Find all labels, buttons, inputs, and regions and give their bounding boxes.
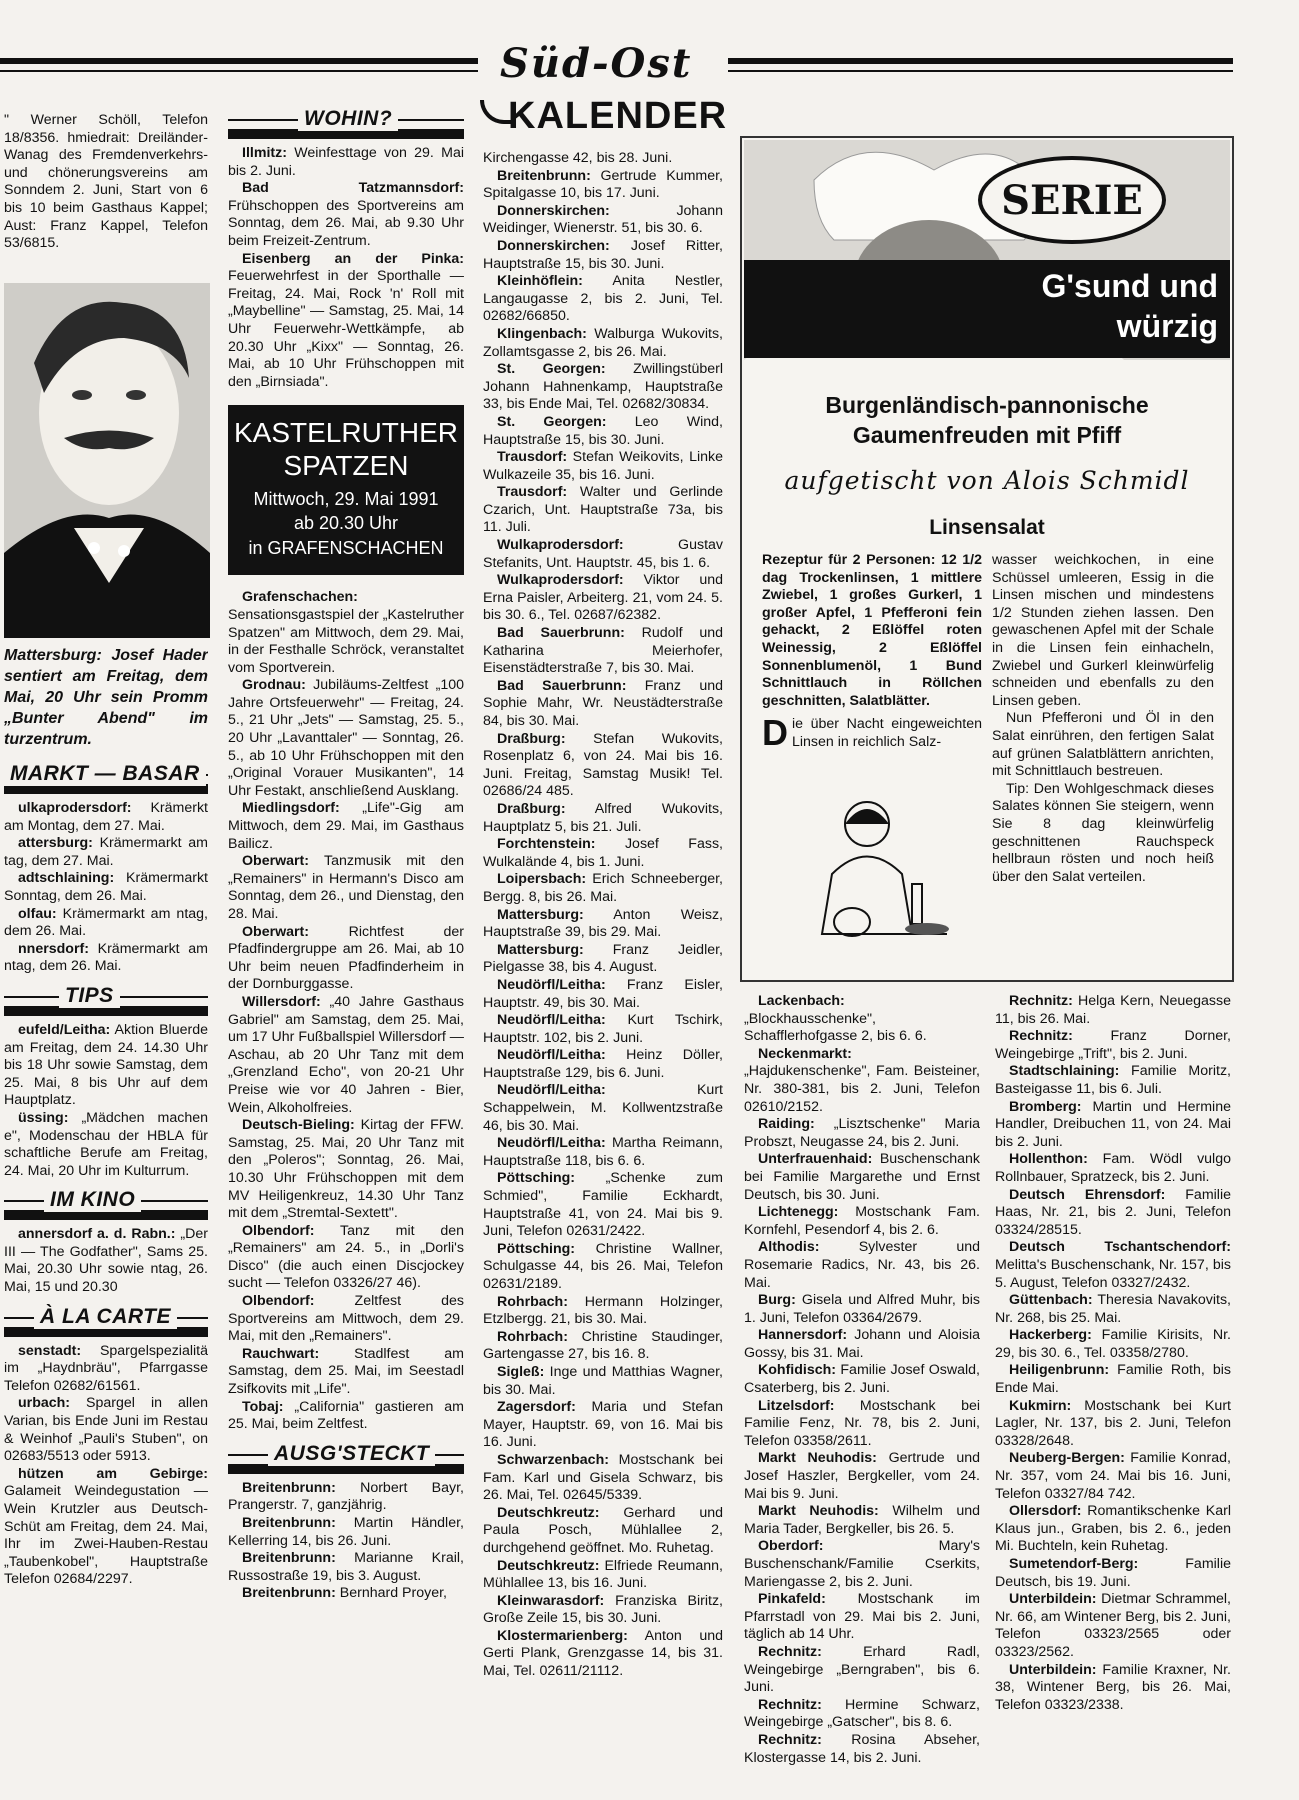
list-item: Rechnitz: Helga Kern, Neuegasse 11, bis 26. Mai. bbox=[995, 993, 1231, 1027]
list-item: Klingenbach: Walburga Wukovits, Zollamtsgasse 2, bis 26. Mai. bbox=[483, 325, 723, 360]
list-item: Kohfidisch: Familie Josef Oswald, Csaterberg, bis 2. Juni. bbox=[744, 1362, 980, 1397]
list-item: Deutschkreutz: Elfriede Reumann, Mühlallee 13, bis 16. Juni. bbox=[483, 1557, 723, 1592]
list-item: Neudörfl/Leitha: Heinz Döller, Hauptstraße 129, bis 6. Juni. bbox=[483, 1047, 723, 1081]
list-item: urbach: Spargel in allen Varian, bis Ende Juni im Restau & Weinhof „Pauli's Stuben", on 02683/5513 oder 5913. bbox=[4, 1395, 208, 1465]
top-rule-right bbox=[728, 58, 1233, 64]
list-item: Draßburg: Stefan Wukovits, Rosenplatz 6, von 24. Mai bis 16. Juni. Freitag, Samstag Musik! Tel. 02686/24 485. bbox=[483, 730, 723, 800]
column-3 bbox=[483, 150, 723, 1800]
column-5 bbox=[995, 993, 1231, 1800]
list-item: Klostermarienberg: Anton und Gerti Plank, Grenzgasse 14, bis 31. Mai, Tel. 02611/21112. bbox=[483, 1627, 723, 1680]
list-item: Hackerberg: Familie Kirisits, Nr. 29, bis 30. 6., Tel. 03358/2780. bbox=[995, 1327, 1231, 1361]
ad-line-2: SPATZEN bbox=[283, 450, 409, 482]
list-item: Lichtenegg: Mostschank Fam. Kornfehl, Pesendorf 4, bis 2. 6. bbox=[744, 1204, 980, 1238]
list-item: nnersdorf: Krämermarkt am ntag, dem 26. Mai. bbox=[4, 940, 208, 975]
column-2 bbox=[228, 105, 464, 1800]
top-rule-right-thin bbox=[728, 70, 1233, 72]
list-item: Miedlingsdorf: „Life"-Gig am Mittwoch, dem 29. Mai, im Gasthaus Bailicz. bbox=[228, 800, 464, 852]
list-item: Oberwart: Tanzmusik mit den „Remainers" in Hermann's Disco am Sonntag, dem 26., und Dienstag, den 28. Mai. bbox=[228, 853, 464, 922]
list-item: adtschlaining: Krämermarkt Sonntag, dem 26. Mai. bbox=[4, 870, 208, 904]
masthead-title-bottom: KALENDER bbox=[508, 95, 728, 137]
list-item: Bad Tatzmannsdorf: Frühschoppen des Sportvereins am Sonntag, dem 26. Mai, ab 9.30 Uhr beim Freizeit-Zentrum. bbox=[228, 180, 464, 249]
serie-recipe-box bbox=[740, 136, 1234, 982]
list-item: Rauchwart: Stadlfest am Samstag, dem 25. Mai, im Seestadl Zsifkovits mit „Life". bbox=[228, 1345, 464, 1398]
list-item: Olbendorf: Tanz mit den „Remainers" am 24. 5., in „Dorli's Disco" (die auch einen Discjockey sucht — Telefon 03326/27 46). bbox=[228, 1222, 464, 1292]
ad-line-3: Mittwoch, 29. Mai 1991 bbox=[253, 489, 439, 510]
list-item: olfau: Krämermarkt am ntag, dem 26. Mai. bbox=[4, 905, 208, 940]
top-rule-left bbox=[0, 58, 478, 64]
section-a-la-carte bbox=[4, 1303, 208, 1333]
concert-advertisement bbox=[228, 405, 464, 575]
ad-line-5: in GRAFENSCHACHEN bbox=[248, 538, 444, 559]
portrait-photo bbox=[4, 283, 210, 638]
list-item: Donnerskirchen: Josef Ritter, Hauptstraße 15, bis 30. Juni. bbox=[483, 237, 723, 272]
recipe-ingredients: Rezeptur für 2 Personen: 12 1/2 dag Trockenlinsen, 1 mittlere Zwiebel, 1 großes Gurkerl, 1 großer Apfel, 1 Pfefferoni fein gehackt, 2 Eßlöffel roten Weinessig, 2 Eßlöffel Sonnenblumenöl, 1 Bund Schnittlauch in Röllchen geschnitten, Salatblätter. bbox=[762, 552, 982, 709]
list-item: Breitenbrunn: Martin Händler, Kellerring 14, bis 26. Juni. bbox=[228, 1515, 464, 1549]
list-item: Loipersbach: Erich Schneeberger, Bergg. 8, bis 26. Mai. bbox=[483, 871, 723, 905]
list-item: Rechnitz: Rosina Abseher, Klostergasse 14, bis 2. Juni. bbox=[744, 1731, 980, 1766]
list-item: Deutschkreutz: Gerhard und Paula Posch, Mühlallee 2, durchgehend geöffnet. Mo. Ruhetag. bbox=[483, 1504, 723, 1556]
ad-line-1: KASTELRUTHER bbox=[233, 417, 459, 449]
list-item: Breitenbrunn: Norbert Bayr, Prangerstr. 7, ganzjährig. bbox=[228, 1479, 464, 1514]
list-item: eufeld/Leitha: Aktion Bluerde am Freitag, dem 24. 14.30 Uhr bis 18 Uhr sowie Samstag, dem 25. Mai, 8 bis Uhr auf dem Hauptplatz. bbox=[4, 1021, 208, 1109]
cook-drawing bbox=[762, 784, 972, 954]
list-item: Unterfrauenhaid: Buschenschank bei Familie Margarethe und Ernst Deutsch, bis 30. Juni. bbox=[744, 1151, 980, 1203]
list-item: St. Georgen: Zwillingstüberl Johann Hahnenkamp, Hauptstraße 33, bis Ende Mai, Tel. 02682/30834. bbox=[483, 361, 723, 413]
list-item: Forchtenstein: Josef Fass, Wulkalände 4, bis 1. Juni. bbox=[483, 836, 723, 870]
list-item: senstadt: Spargelspezialitä im „Haydnbräu", Pfarrgasse Telefon 02682/61561. bbox=[4, 1342, 208, 1394]
list-item: Breitenbrunn: Marianne Krail, Russostraße 19, bis 3. August. bbox=[228, 1550, 464, 1584]
list-item: Rechnitz: Erhard Radl, Weingebirge „Berngraben", bis 6. Juni. bbox=[744, 1643, 980, 1696]
list-item: Olbendorf: Zeltfest des Sportvereins am Mittwoch, dem 29. Mai, mit den „Remainers". bbox=[228, 1293, 464, 1345]
list-item: Sigleß: Inge und Matthias Wagner, bis 30. Mai. bbox=[483, 1363, 723, 1398]
recipe-left-column bbox=[762, 552, 982, 972]
list-item: Unterbildein: Dietmar Schrammel, Nr. 66, am Wintener Berg, bis 2. Juni, Telefon 03323/2565 oder 03323/2562. bbox=[995, 1591, 1231, 1660]
section-title-ausgsteckt: AUSG'STECKT bbox=[268, 1442, 435, 1466]
list-item: Trausdorf: Stefan Weikovits, Linke Wulkazeile 35, bis 16. Juni. bbox=[483, 449, 723, 483]
section-title-kino: IM KINO bbox=[44, 1188, 141, 1212]
column-1-lower bbox=[4, 645, 208, 1800]
list-item: Wulkaprodersdorf: Viktor und Erna Paisler, Arbeiterg. 21, vom 24. 5. bis 30. 6., Tel. 02687/62382. bbox=[483, 572, 723, 624]
list-item: Raiding: „Lisztschenke" Maria Probszt, Neugasse 24, bis 2. Juni. bbox=[744, 1116, 980, 1150]
recipe-title: Linsensalat bbox=[929, 516, 1045, 539]
list-item: Neudörfl/Leitha: Kurt Schappelwein, M. Kollwentzstraße 46, bis 30. Mai. bbox=[483, 1082, 723, 1134]
list-item: Zagersdorf: Maria und Stefan Mayer, Hauptstr. 69, von 16. Mai bis 16. Juni. bbox=[483, 1399, 723, 1451]
list-item: ulkaprodersdorf: Krämerkt am Montag, dem 27. Mai. bbox=[4, 800, 208, 834]
section-title-wohin: WOHIN? bbox=[298, 107, 398, 131]
list-item: Rechnitz: Hermine Schwarz, Weingebirge „Gatscher", bis 8. 6. bbox=[744, 1696, 980, 1731]
list-item: Grodnau: Jubiläums-Zeltfest „100 Jahre Ortsfeuerwehr" — Freitag, 24. 5., 21 Uhr „Jets" — Samstag, 25. 5., 20 Uhr „Lavanttaler" — Sonntag, 26. 5., ab 10 Uhr Frühschoppen mit den „Original Vorauer Musikanten", 14 Uhr Festakt, anschließend Ausklang. bbox=[228, 677, 464, 799]
list-item: Bad Sauerbrunn: Rudolf und Katharina Meierhofer, Eisenstädterstraße 7, bis 30. Mai. bbox=[483, 625, 723, 677]
section-kino bbox=[4, 1186, 208, 1216]
list-item: Oberwart: Richtfest der Pfadfindergruppe am 26. Mai, ab 10 Uhr beim neuen Pfadfinderheim in der Dornburggasse. bbox=[228, 923, 464, 993]
list-item: Deutsch Ehrensdorf: Familie Haas, Nr. 21, bis 2. Juni, Telefon 03324/28515. bbox=[995, 1186, 1231, 1238]
list-item: Lackenbach: „Blockhausschenke", Schafflerhofgasse 2, bis 6. 6. bbox=[744, 993, 927, 1045]
serie-badge-text: SERIE bbox=[1001, 176, 1143, 224]
list-item: Trausdorf: Walter und Gerlinde Czarich, Unt. Hauptstraße 73a, bis 11. Juli. bbox=[483, 484, 723, 536]
photo-caption: Mattersburg: Josef Hader sentiert am Freitag, dem Mai, 20 Uhr sein Promm „Bunter Abend" im turzentrum. bbox=[4, 647, 208, 748]
list-item: Breitenbrunn: Bernhard Proyer, bbox=[242, 1585, 447, 1602]
list-item: Neudörfl/Leitha: Franz Eisler, Hauptstr. 49, bis 30. Mai. bbox=[483, 976, 723, 1011]
list-item: attersburg: Krämermarkt am tag, dem 27. Mai. bbox=[4, 835, 208, 869]
list-item: Illmitz: Weinfesttage von 29. Mai bis 2. Juni. bbox=[228, 145, 464, 179]
list-item: Neuberg-Bergen: Familie Konrad, Nr. 357, vom 24. Mai bis 16. Juni, Telefon 03327/84 742. bbox=[995, 1450, 1231, 1502]
list-item: Hannersdorf: Johann und Aloisia Gossy, bis 31. Mai. bbox=[744, 1327, 980, 1361]
list-item: Kirchengasse 42, bis 28. Juni. bbox=[483, 150, 673, 166]
dropcap: D bbox=[762, 712, 788, 754]
list-item: Burg: Gisela und Alfred Muhr, bis 1. Juni, Telefon 03364/2679. bbox=[744, 1292, 980, 1326]
list-item: Wulkaprodersdorf: Gustav Stefanits, Unt. Hauptstr. 45, bis 1. 6. bbox=[483, 537, 723, 571]
list-item: Pöttsching: „Schenke zum Schmied", Familie Eckhardt, Hauptstraße 41, von 24. Mai bis 9. Juni, Telefon 02631/2422. bbox=[483, 1170, 723, 1240]
portrait-illustration bbox=[4, 283, 210, 638]
list-item: Breitenbrunn: Gertrude Kummer, Spitalgasse 10, bis 17. Juni. bbox=[483, 167, 723, 202]
list-item: Rechnitz: Franz Dorner, Weingebirge „Trift", bis 2. Juni. bbox=[995, 1028, 1231, 1062]
list-item: Deutsch Tschantschendorf: Melitta's Buschenschank, Nr. 157, bis 5. August, Telefon 03327/2432. bbox=[995, 1239, 1231, 1291]
section-ausgsteckt bbox=[228, 1440, 464, 1470]
list-item: annersdorf a. d. Rabn.: „Der III — The Godfather", Sams 25. Mai, 20.30 Uhr sowie ntag, 26. Mai, 15 und 20.30 bbox=[4, 1226, 208, 1296]
list-item: Neckenmarkt: „Hajdukenschenke", Fam. Beisteiner, Nr. 380-381, bis 2. Juni, Telefon 02610/2152. bbox=[744, 1045, 980, 1115]
list-item: Kleinhöflein: Anita Nestler, Langaugasse 2, bis 2. Juni, Tel. 02682/66850. bbox=[483, 273, 723, 325]
recipe-byline: aufgetischt von Alois Schmidl bbox=[784, 466, 1190, 495]
section-tips bbox=[4, 982, 208, 1012]
section-title-carte: À LA CARTE bbox=[34, 1305, 177, 1329]
section-title-tips: TIPS bbox=[59, 984, 120, 1008]
list-item: hützen am Gebirge: Galameit Weindegustation — Wein Krutzler aus Deutsch-Schüt am Freitag, dem 24. Mai, Ihr im Zwei-Hauben-Restau „Taubenkobel", Hauptstraße Telefon 02684/2297. bbox=[4, 1465, 208, 1588]
list-item: Unterbildein: Familie Kraxner, Nr. 38, Wintener Berg, bis 26. Mai, Telefon 03323/2338. bbox=[995, 1661, 1231, 1713]
list-item: Deutsch-Bieling: Kirtag der FFW. Samstag, 25. Mai, 20 Uhr Tanz mit den „Poleros"; Sonntag, 26. Mai, 10.30 Uhr Frühschoppen mit dem MV Heiligenkreuz, 14.30 Uhr Tanz mit dem „Stremtal-Sextett". bbox=[228, 1117, 464, 1222]
list-item: Hollenthon: Fam. Wödl vulgo Rollnbauer, Spratzeck, bis 2. Juni. bbox=[995, 1151, 1231, 1185]
section-markt-basar bbox=[4, 760, 208, 790]
list-item: Tobaj: „California" gastieren am 25. Mai, beim Zeltfest. bbox=[228, 1398, 464, 1433]
list-item: Heiligenbrunn: Familie Roth, bis Ende Mai. bbox=[995, 1362, 1231, 1397]
list-item: Bad Sauerbrunn: Franz und Sophie Mahr, Wr. Neustädterstraße 84, bis 30. Mai. bbox=[483, 677, 723, 729]
list-item: Litzelsdorf: Mostschank bei Familie Fenz, Nr. 78, bis 2. Juni, Telefon 03358/2611. bbox=[744, 1397, 980, 1449]
col1-intro: " Werner Schöll, Telefon 18/8356. hmiedrait: Dreiländer-Wanag des Fremdenverkehrs- und chönerungsvereins am Sonndem 2. Juni, Start von 6 bis 10 beim Gasthaus Kappel; Aust: Franz Kappel, Telefon 53/6815. bbox=[4, 112, 208, 252]
list-item: Mattersburg: Franz Jeidler, Pielgasse 38, bis 4. August. bbox=[483, 941, 723, 976]
list-item: Bromberg: Martin und Hermine Handler, Dreibuchen 11, von 24. Mai bis 2. Juni. bbox=[995, 1098, 1231, 1150]
list-item: Grafenschachen: Sensationsgastspiel der „Kastelruther Spatzen" am Mittwoch, dem 29. Mai, in der Festhalle Schröck, veranstaltet vom Sportverein. bbox=[228, 589, 464, 676]
list-item: Markt Neuhodis: Gertrude und Josef Haszler, Bergkeller, vom 24. Mai bis 9. Juni. bbox=[744, 1450, 980, 1502]
serie-tagline: G'sund und würzig bbox=[1041, 268, 1218, 344]
list-item: Neudörfl/Leitha: Martha Reimann, Hauptstraße 118, bis 6. 6. bbox=[483, 1135, 723, 1169]
list-item: Markt Neuhodis: Wilhelm und Maria Tader, Bergkeller, bis 26. 5. bbox=[744, 1503, 980, 1537]
recipe-right-column: wasser weichkochen, in eine Schüssel umleeren, Essig in die Linsen mischen und mindestens 1/2 Stunden ziehen lassen. Den gewaschenen Apfel mit der Schale in die Linsen fein einhacheln, Zwiebel und Gurkerl kleinwürfelig schneiden und ebenfalls zu den Linsen geben. Nun Pfefferoni und Öl in den Salat einrühren, den fertigen Salat auf grünen Salatblättern anrichten, mit Schnittlauch bestreuen. Tip: Den Wohlgeschmack dieses Salates können Sie steigern, wenn Sie 8 dag kleinwürfelig geschnittenen Rauchspeck hellbraun rösten und noch heiß über den Salat verteilen. bbox=[992, 552, 1214, 885]
list-item: Draßburg: Alfred Wukovits, Hauptplatz 5, bis 21. Juli. bbox=[483, 800, 723, 835]
list-item: Rohrbach: Hermann Holzinger, Etzlbergg. 21, bis 30. Mai. bbox=[483, 1293, 723, 1328]
section-title-markt: MARKT — BASAR bbox=[4, 762, 206, 786]
list-item: Güttenbach: Theresia Navakovits, Nr. 268, bis 25. Mai. bbox=[995, 1292, 1231, 1326]
list-item: Donnerskirchen: Johann Weidinger, Wienerstr. 51, bis 30. 6. bbox=[483, 202, 723, 237]
ad-line-4: ab 20.30 Uhr bbox=[293, 513, 399, 534]
list-item: Sumetendorf-Berg: Familie Deutsch, bis 19. Juni. bbox=[995, 1556, 1231, 1590]
serie-badge bbox=[978, 156, 1166, 244]
list-item: Kukmirn: Mostschank bei Kurt Lagler, Nr. 137, bis 2. Juni, Telefon 03328/2648. bbox=[995, 1397, 1231, 1449]
list-item: Neudörfl/Leitha: Kurt Tschirk, Hauptstr. 102, bis 2. Juni. bbox=[483, 1012, 723, 1046]
list-item: Oberdorf: Mary's Buschenschank/Familie Cserkits, Mariengasse 2, bis 2. Juni. bbox=[744, 1538, 980, 1590]
list-item: Ollersdorf: Romantikschenke Karl Klaus jun., Graben, bis 2. 6., jeden Mi. Buchteln, kein Ruhetag. bbox=[995, 1503, 1231, 1555]
top-rule-left-thin bbox=[0, 70, 478, 72]
column-4 bbox=[744, 993, 980, 1800]
list-item: Pöttsching: Christine Wallner, Schulgasse 44, bis 26. Mai, Telefon 02631/2189. bbox=[483, 1240, 723, 1292]
list-item: Schwarzenbach: Mostschank bei Fam. Karl und Gisela Schwarz, bis 26. Mai, Tel. 02645/5339. bbox=[483, 1451, 723, 1504]
list-item: Rohrbach: Christine Staudinger, Gartengasse 27, bis 16. 8. bbox=[483, 1328, 723, 1363]
masthead-title-top: Süd-Ost bbox=[500, 40, 693, 87]
list-item: Mattersburg: Anton Weisz, Hauptstraße 39, bis 29. Mai. bbox=[483, 906, 723, 941]
list-item: üssing: „Mädchen machen e", Modenschau der HBLA für schaftliche Berufe am Freitag, 24. Mai, 20 Uhr im Kulturrum. bbox=[4, 1109, 208, 1179]
list-item: St. Georgen: Leo Wind, Hauptstraße 15, bis 30. Juni. bbox=[483, 413, 723, 448]
recipe-headline: Burgenländisch-pannonische Gaumenfreuden mit Pfiff bbox=[825, 392, 1149, 448]
list-item: Althodis: Sylvester und Rosemarie Radics, Nr. 43, bis 26. Mai. bbox=[744, 1239, 980, 1291]
list-item: Pinkafeld: Mostschank im Pfarrstadl von 29. Mai bis 2. Juni, täglich ab 14 Uhr. bbox=[744, 1591, 980, 1643]
recipe-method-start: D ie über Nacht eingeweichten Linsen in reichlich Salz- bbox=[762, 712, 982, 754]
list-item: Eisenberg an der Pinka: Feuerwehrfest in der Sporthalle — Freitag, 24. Mai, Rock 'n' Roll mit „Maybelline" — Samstag, 25. Mai, 14 Uhr Feuerwehr-Wettkämpfe, ab 20.30 Uhr „Kixx" — Sonntag, 26. Mai, ab 10 Uhr Frühschoppen mit den „Birnsiada". bbox=[228, 250, 464, 390]
list-item: Kleinwarasdorf: Franziska Biritz, Große Zeile 15, bis 30. Juni. bbox=[483, 1592, 723, 1627]
list-item: Stadtschlaining: Familie Moritz, Basteigasse 11, bis 6. Juli. bbox=[995, 1063, 1231, 1097]
list-item: Willersdorf: „40 Jahre Gasthaus Gabriel" am Samstag, dem 25. Mai, um 17 Uhr Fußballspiel Willersdorf — Aschau, ab 20 Uhr Tanz mit dem „Grenzland Echo", von 20-21 Uhr Preise wie vor 40 Jahren - Bier, Wein, Alkoholfreies. bbox=[228, 993, 464, 1116]
section-wohin bbox=[228, 105, 464, 135]
